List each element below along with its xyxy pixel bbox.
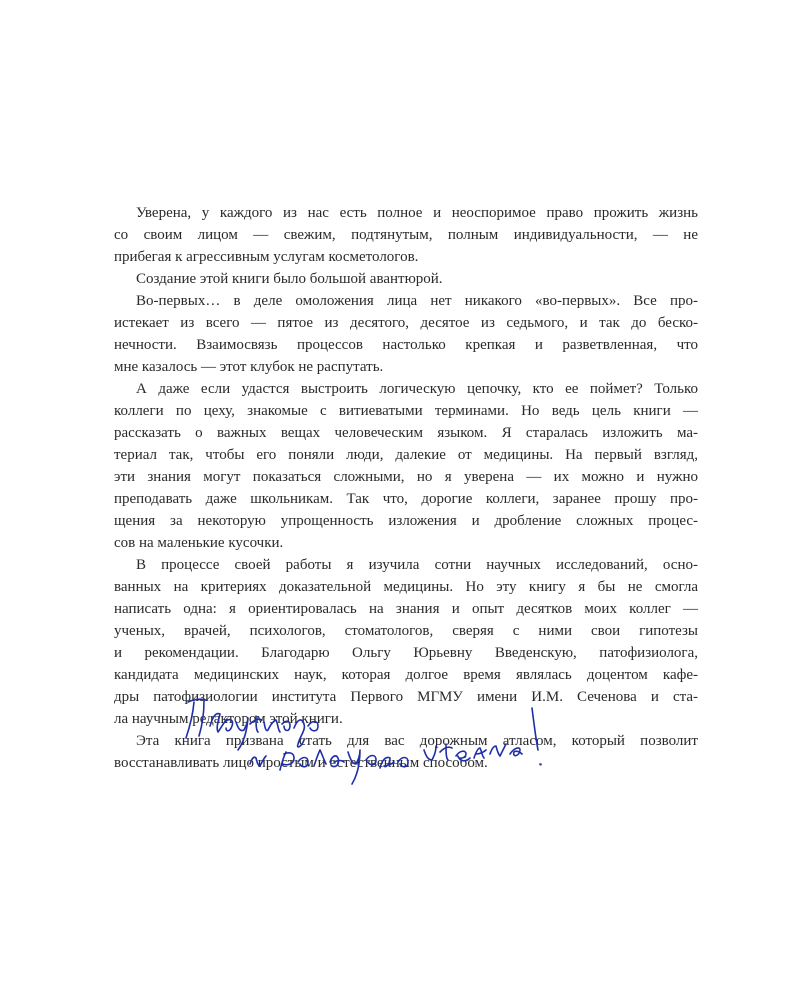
paragraph-1 bbox=[114, 202, 698, 268]
text-line: ла научным редактором этой книги. bbox=[114, 711, 343, 727]
text-line: истекает из всего — пятое из десятого, десятое из седьмого, и так до беско- bbox=[114, 315, 698, 331]
text-line: рассказать о важных вещах человеческим языком. Я старалась изложить ма- bbox=[114, 425, 698, 441]
text-line: мне казалось — этот клубок не распутать. bbox=[114, 359, 384, 375]
paragraph-3 bbox=[114, 290, 698, 378]
text-line: написать одна: я ориентировалась на знания и опыт десятков моих коллег — bbox=[114, 601, 698, 617]
paragraph-2 bbox=[114, 268, 698, 290]
text-line: кандидата медицинских наук, которая долгое время являлась доцентом кафе- bbox=[114, 667, 698, 683]
handwritten-signature bbox=[180, 688, 580, 808]
text-line: преподавать даже школьникам. Так что, дорогие коллеги, заранее прошу про- bbox=[114, 491, 698, 507]
text-line: со своим лицом — свежим, подтянутым, полным индивидуальности, — не bbox=[114, 227, 698, 243]
text-line: териал так, чтобы его поняли люди, далекие от медицины. На первый взгляд, bbox=[114, 447, 698, 463]
text-line: и рекомендации. Благодарю Ольгу Юрьевну Введенскую, патофизиолога, bbox=[114, 645, 698, 661]
text-line: В процессе своей работы я изучила сотни научных исследований, осно- bbox=[136, 557, 698, 573]
text-line: коллеги по цеху, знакомые с витиеватыми терминами. Но ведь цель книги — bbox=[114, 403, 698, 419]
text-line: Во-первых… в деле омоложения лица нет никакого «во-первых». Все про- bbox=[136, 293, 698, 309]
text-line: восстанавливать лицо простым и естественным способом. bbox=[114, 755, 488, 771]
text-line: сов на маленькие кусочки. bbox=[114, 535, 284, 551]
text-line: щения за некоторую упрощенность изложения и дробление сложных процес- bbox=[114, 513, 698, 529]
text-line: А даже если удастся выстроить логическую цепочку, кто ее поймет? Только bbox=[136, 381, 698, 397]
text-line: Эта книга призвана стать для вас дорожным атласом, который позволит bbox=[136, 733, 698, 749]
text-line: ванных на критериях доказательной медицины. Но эту книгу я бы не смогла bbox=[114, 579, 698, 595]
text-line: прибегая к агрессивным услугам косметологов. bbox=[114, 249, 419, 265]
text-line: нечности. Взаимосвязь процессов настолько крепкая и разветвленная, что bbox=[114, 337, 698, 353]
text-line: Создание этой книги было большой авантюрой. bbox=[136, 271, 443, 287]
paragraph-4 bbox=[114, 378, 698, 554]
text-line: Уверена, у каждого из нас есть полное и неоспоримое право прожить жизнь bbox=[136, 205, 698, 221]
text-line: эти знания могут показаться сложными, но я уверена — их можно и нужно bbox=[114, 469, 698, 485]
signature-drawing bbox=[180, 688, 580, 808]
text-line: дры патофизиологии института Первого МГМУ имени И.М. Сеченова и ста- bbox=[114, 689, 698, 705]
text-line: ученых, врачей, психологов, стоматологов, сверяя с ними свои гипотезы bbox=[114, 623, 698, 639]
